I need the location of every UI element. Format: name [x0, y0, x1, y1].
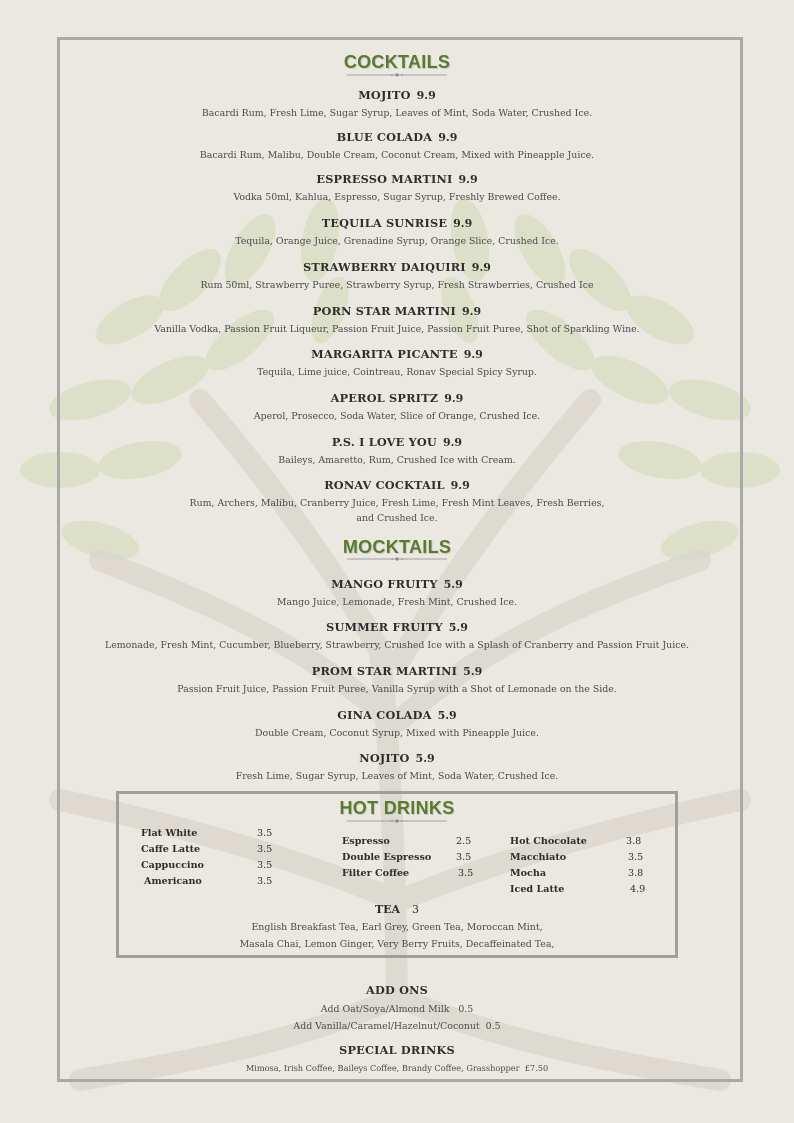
special-drinks-heading: SPECIAL DRINKS: [339, 1043, 455, 1057]
list-item: [141, 860, 271, 876]
item-name: Double Espresso: [342, 852, 432, 863]
mocktails-heading: MOCKTAILS: [342, 537, 452, 557]
item-description: Tequila, Lime juice, Cointreau, Ronav Special Spicy Syrup.: [257, 367, 537, 378]
item-name: Caffe Latte: [141, 844, 201, 855]
hot-drinks-divider: [347, 817, 447, 825]
special-drinks-line: Mimosa, Irish Coffee, Baileys Coffee, Brandy Coffee, Grasshopper £7.50: [245, 1063, 549, 1073]
item-price: 5.9: [463, 665, 483, 678]
item-description: Vodka 50ml, Kahlua, Espresso, Sugar Syrup, Freshly Brewed Coffee.: [233, 192, 561, 203]
menu-item-gina-colada: [0, 704, 794, 741]
item-name: STRAWBERRY DAIQUIRI: [303, 260, 466, 274]
item-price: 2.5: [456, 836, 472, 847]
item-name: Americano: [144, 876, 202, 887]
item-price: 9.9: [471, 261, 491, 274]
item-name: GINA COLADA: [337, 708, 432, 722]
item-name: MOJITO: [358, 88, 411, 102]
menu-item-prom-star-martini: [0, 660, 794, 697]
item-price: 4.9: [630, 884, 646, 895]
hot-drinks-column-2: [342, 836, 472, 884]
list-item: [510, 852, 650, 868]
item-price: 3.5: [456, 852, 472, 863]
item-name: MARGARITA PICANTE: [311, 347, 458, 361]
menu-item-tequila-sunrise: [0, 212, 794, 249]
item-description: Fresh Lime, Sugar Syrup, Leaves of Mint, Soda Water, Crushed Ice.: [235, 771, 559, 782]
item-description: Rum, Archers, Malibu, Cranberry Juice, Fresh Lime, Fresh Mint Leaves, Fresh Berries,: [189, 498, 605, 509]
item-name: Filter Coffee: [342, 868, 410, 879]
menu-item-margarita-picante: [0, 343, 794, 380]
menu-item-ronav-cocktail: [0, 474, 794, 526]
item-name: MANGO FRUITY: [331, 577, 438, 591]
item-name: ESPRESSO MARTINI: [316, 172, 453, 186]
item-price: 5.9: [443, 578, 463, 591]
item-price: 3.5: [257, 876, 273, 887]
item-price: 3.8: [626, 836, 642, 847]
item-price: 5.9: [448, 621, 468, 634]
item-description: Mango Juice, Lemonade, Fresh Mint, Crushed Ice.: [276, 597, 518, 608]
tea-heading: [0, 903, 794, 916]
item-name: PROM STAR MARTINI: [311, 664, 458, 678]
item-name: P.S. I LOVE YOU: [331, 435, 437, 449]
item-price: 3.8: [628, 868, 644, 879]
item-description: Passion Fruit Juice, Passion Fruit Puree, Vanilla Syrup with a Shot of Lemonade on the Side.: [177, 684, 617, 695]
menu-item-aperol-spritz: [0, 387, 794, 424]
item-description: Bacardi Rum, Malibu, Double Cream, Coconut Cream, Mixed with Pineapple Juice.: [199, 150, 595, 161]
cocktails-divider: [347, 71, 447, 79]
add-ons-line-2: Add Vanilla/Caramel/Hazelnut/Coconut 0.5: [293, 1021, 501, 1032]
item-name: Hot Chocolate: [510, 836, 587, 847]
item-price: 9.9: [462, 305, 482, 318]
item-description: Rum 50ml, Strawberry Puree, Strawberry Syrup, Fresh Strawberries, Crushed Ice: [200, 280, 594, 291]
hot-drinks-column-3: [510, 836, 650, 900]
hot-drinks-heading: HOT DRINKS: [339, 798, 455, 818]
list-item: [141, 844, 271, 860]
list-item: [141, 828, 271, 844]
item-description-continued: and Crushed Ice.: [356, 513, 438, 524]
item-name: PORN STAR MARTINI: [312, 304, 457, 318]
tea-name: TEA: [374, 903, 401, 916]
tea-list: [0, 919, 794, 953]
menu-item-ps-i-love-you: [0, 431, 794, 468]
tea-line-2: Masala Chai, Lemon Ginger, Very Berry Fruits, Decaffeinated Tea,: [239, 939, 555, 950]
menu-item-mango-fruity: [0, 573, 794, 610]
item-price: 9.9: [453, 217, 473, 230]
item-name: TEQUILA SUNRISE: [321, 216, 448, 230]
list-item: [342, 868, 472, 884]
item-name: Espresso: [342, 836, 390, 847]
list-item: [510, 868, 650, 884]
item-description: Baileys, Amaretto, Rum, Crushed Ice with Cream.: [278, 455, 516, 466]
item-description: Lemonade, Fresh Mint, Cucumber, Blueberry, Strawberry, Crushed Ice with a Splash of Cranberry and Passion Fruit Juice.: [105, 640, 689, 651]
tea-line-1: English Breakfast Tea, Earl Grey, Green Tea, Moroccan Mint,: [251, 922, 543, 933]
item-description: Aperol, Prosecco, Soda Water, Slice of Orange, Crushed Ice.: [253, 411, 541, 422]
menu-item-nojito: [0, 747, 794, 784]
item-price: 9.9: [438, 131, 458, 144]
menu-item-espresso-martini: [0, 168, 794, 205]
list-item: [510, 884, 650, 900]
item-description: Double Cream, Coconut Syrup, Mixed with Pineapple Juice.: [255, 728, 539, 739]
item-name: SUMMER FRUITY: [326, 620, 443, 634]
menu-item-strawberry-daiquiri: [0, 256, 794, 293]
item-price: 3.5: [458, 868, 474, 879]
menu-item-blue-colada: [0, 126, 794, 163]
item-price: 3.5: [628, 852, 644, 863]
item-price: 9.9: [463, 348, 483, 361]
hot-drinks-column-1: [141, 828, 271, 892]
item-name: Cappuccino: [141, 860, 204, 871]
item-name: NOJITO: [359, 751, 410, 765]
item-description: Bacardi Rum, Fresh Lime, Sugar Syrup, Leaves of Mint, Soda Water, Crushed Ice.: [201, 108, 593, 119]
item-price: 5.9: [437, 709, 457, 722]
special-drinks-section: [0, 1043, 794, 1076]
tea-price: 3: [412, 903, 420, 916]
item-name: Mocha: [510, 868, 547, 879]
item-price: 9.9: [458, 173, 478, 186]
item-price: 9.9: [416, 89, 436, 102]
menu-item-summer-fruity: [0, 616, 794, 653]
item-description: Tequila, Orange Juice, Grenadine Syrup, Orange Slice, Crushed Ice.: [235, 236, 559, 247]
item-name: APEROL SPRITZ: [330, 391, 439, 405]
mocktails-divider: [347, 555, 447, 563]
item-name: RONAV COCKTAIL: [324, 478, 445, 492]
list-item: [342, 836, 472, 852]
item-price: 9.9: [444, 392, 464, 405]
add-ons-line-1: Add Oat/Soya/Almond Milk 0.5: [320, 1004, 474, 1015]
list-item: [342, 852, 472, 868]
menu-item-mojito: [0, 84, 794, 121]
item-description: Vanilla Vodka, Passion Fruit Liqueur, Passion Fruit Juice, Passion Fruit Puree, Shot of Sparkling Wine.: [154, 324, 640, 335]
item-price: 3.5: [257, 828, 273, 839]
add-ons-heading: ADD ONS: [365, 983, 429, 997]
item-name: Iced Latte: [510, 884, 565, 895]
list-item: [141, 876, 271, 892]
list-item: [510, 836, 650, 852]
item-price: 3.5: [257, 860, 273, 871]
add-ons-section: [0, 983, 794, 1035]
cocktails-heading: COCKTAILS: [343, 52, 451, 72]
item-name: BLUE COLADA: [336, 130, 433, 144]
item-name: Flat White: [141, 828, 198, 839]
item-price: 9.9: [450, 479, 470, 492]
item-name: Macchiato: [510, 852, 567, 863]
item-price: 3.5: [257, 844, 273, 855]
item-price: 9.9: [442, 436, 463, 449]
menu-item-porn-star-martini: [0, 300, 794, 337]
item-price: 5.9: [415, 752, 435, 765]
